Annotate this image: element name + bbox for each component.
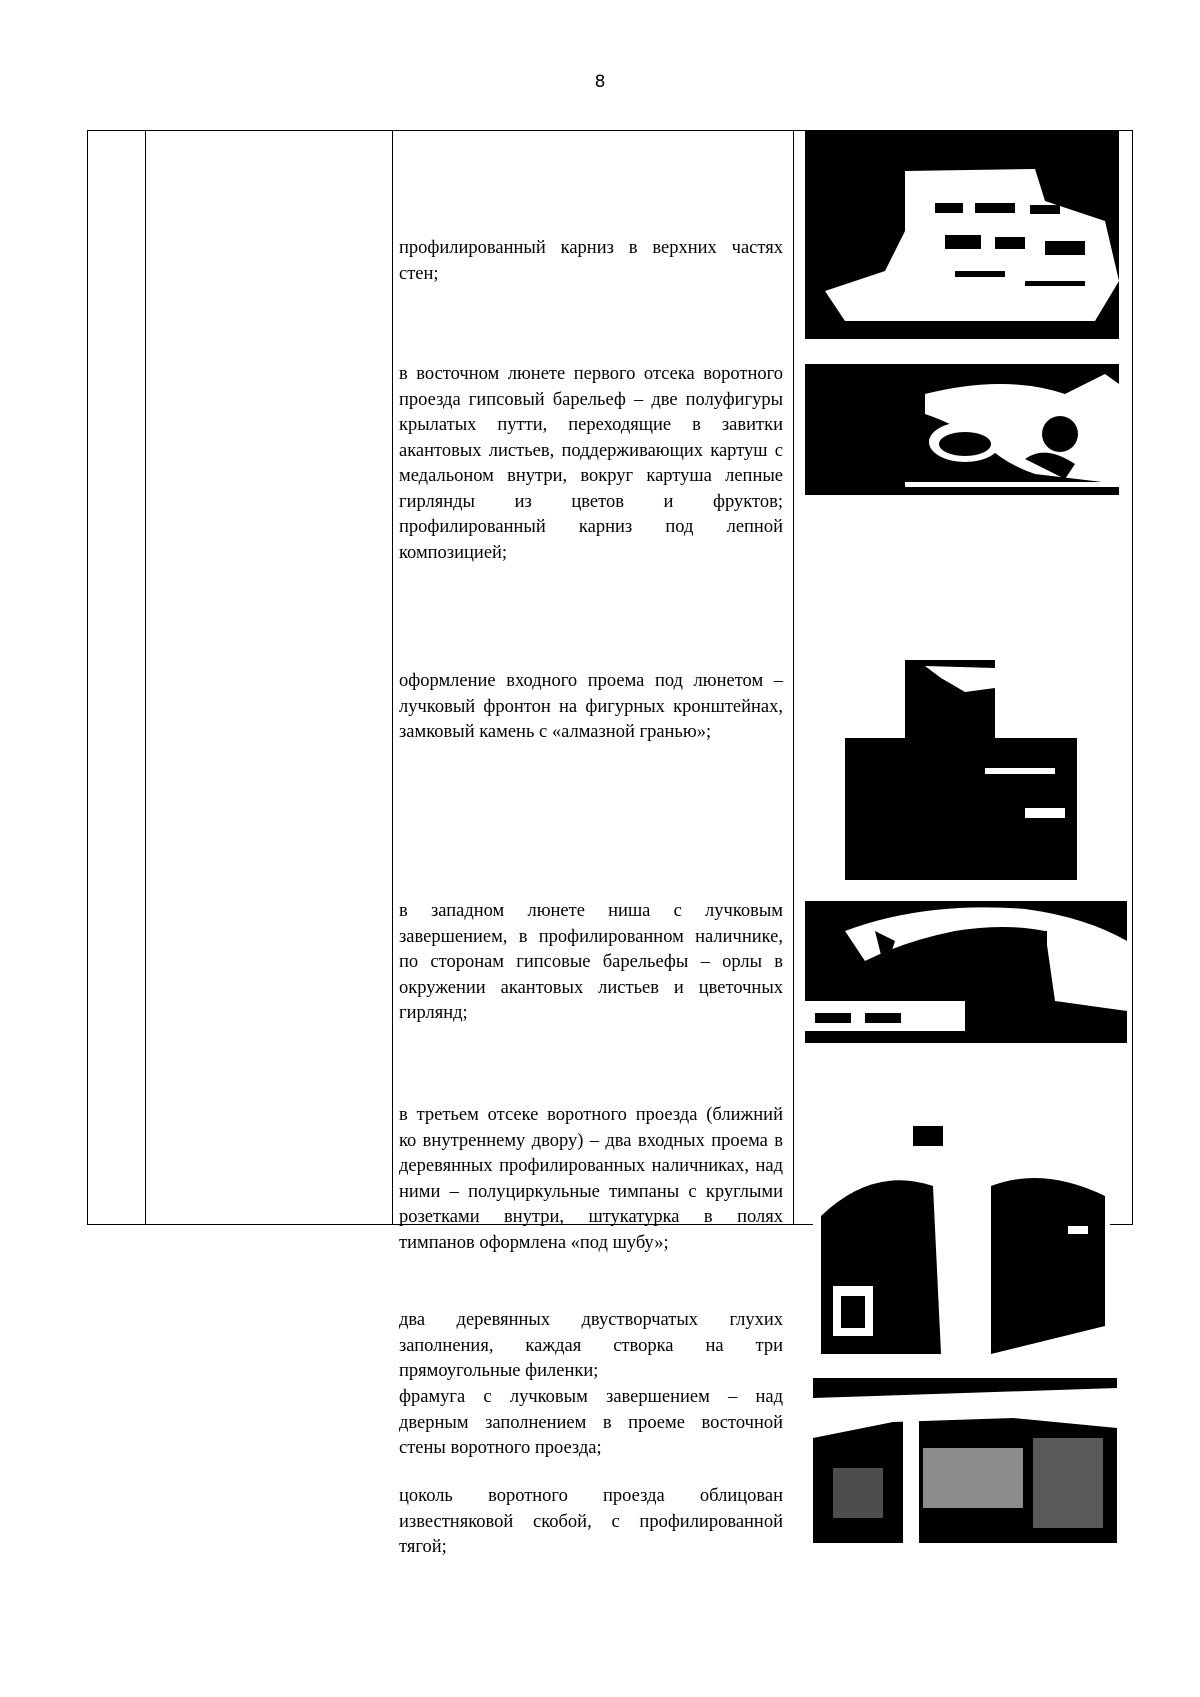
column-divider-1 <box>145 131 146 1224</box>
text-cornice: профилированный карниз в верхних частях стен; <box>399 238 783 284</box>
photo-plinth-icon <box>813 1378 1117 1543</box>
text-transom: фрамуга с лучковым завершением – над дверным заполнением в проеме восточной стены воротного проезда; <box>399 1387 783 1458</box>
text-west-lunette: в западном люнете ниша с лучковым завершением, в профилированном наличнике, по сторонам гипсовые барельефы – орлы в окружении акантовых листьев и цветочных гирлянд; <box>399 901 783 1023</box>
page-number: 8 <box>594 72 606 92</box>
text-plinth: цоколь воротного проезда облицован известняковой скобой, с профилированной тягой; <box>399 1486 783 1557</box>
photo-cornice-icon <box>805 131 1119 339</box>
column-divider-3 <box>793 131 794 1224</box>
photo-bas-relief-icon <box>805 364 1119 495</box>
text-east-lunette: в восточном люнете первого отсека воротного проезда гипсовый барельеф – две полуфигуры крылатых путти, переходящие в завитки акантовых листьев, поддерживающих картуш с медальоном внутри, вокруг картуша лепные гирлянды из цветов и фруктов; профилированный карниз под лепной композицией; <box>399 364 783 563</box>
photo-entrance-icon <box>845 648 1077 880</box>
text-third-section: в третьем отсеке воротного проезда (ближний ко внутреннему двору) – два входных проема в деревянных профилированных наличниках, над ними – полуциркульные тимпаны с круглыми розетками внутри, штукатурка в полях тимпанов оформлена «под шубу»; <box>399 1105 783 1253</box>
text-entrance: оформление входного проема под люнетом – лучковый фронтон на фигурных кронштейнах, замковый камень с «алмазной гранью»; <box>399 671 783 742</box>
column-divider-2 <box>392 131 393 1224</box>
text-doors: два деревянных двустворчатых глухих заполнения, каждая створка на три прямоугольные филенки; <box>399 1310 783 1381</box>
photo-doors-icon <box>813 1126 1110 1354</box>
photo-west-lunette-icon <box>805 901 1127 1043</box>
